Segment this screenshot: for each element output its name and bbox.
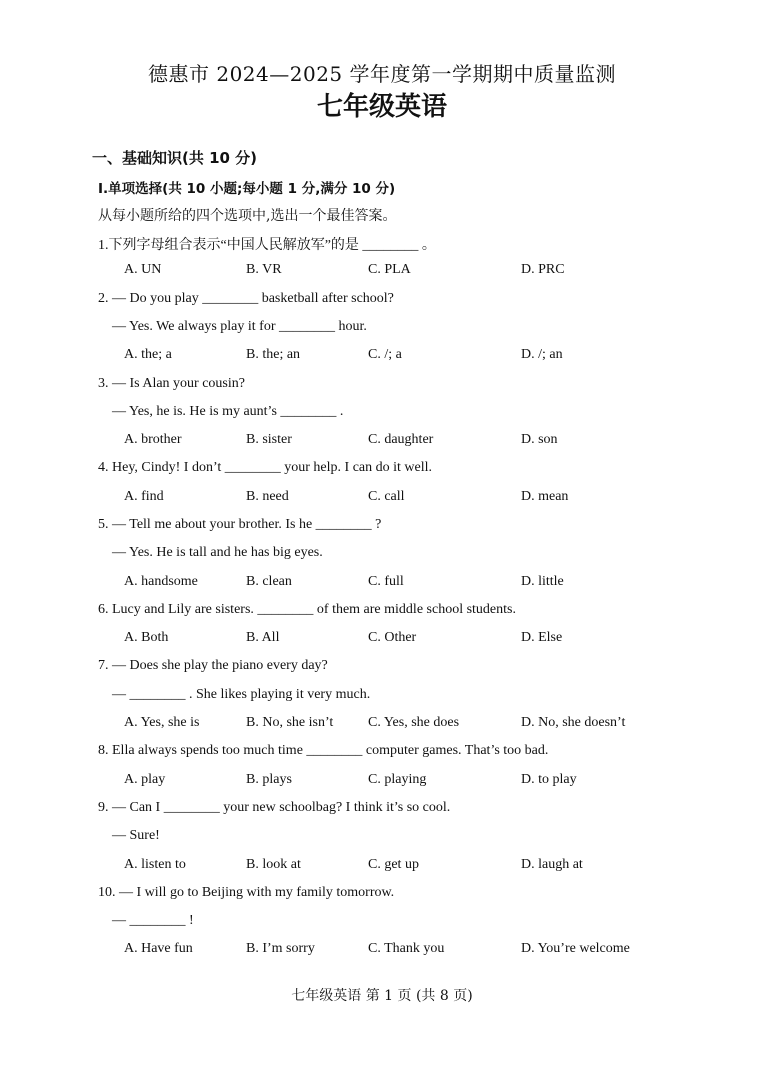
exam-title: 德惠市 2024—2025 学年度第一学期期中质量监测 xyxy=(147,62,616,86)
option-c: C. PLA xyxy=(368,262,411,277)
section-title: 一、基础知识(共 10 分) xyxy=(92,149,258,167)
question-stem: 9. — Can I ________ your new schoolbag? I think it’s so cool. xyxy=(98,800,451,815)
question-dialogue-line: — ________ . She likes playing it very much. xyxy=(112,687,371,702)
option-a: A. Both xyxy=(124,630,169,645)
option-d: D. Else xyxy=(521,630,563,645)
option-b: B. No, she isn’t xyxy=(246,715,334,730)
option-c: C. Other xyxy=(368,630,417,645)
question-options xyxy=(0,715,764,735)
question-stem: 4. Hey, Cindy! I don’t ________ your help. I can do it well. xyxy=(98,460,433,475)
question-options xyxy=(0,489,764,509)
option-b: B. the; an xyxy=(246,347,301,362)
option-d: D. son xyxy=(521,432,558,447)
option-d: D. No, she doesn’t xyxy=(521,715,626,730)
question-stem: 5. — Tell me about your brother. Is he ________ ? xyxy=(98,517,382,532)
question-stem: 10. — I will go to Beijing with my family tomorrow. xyxy=(98,885,395,900)
option-d: D. /; an xyxy=(521,347,563,362)
option-b: B. sister xyxy=(246,432,292,447)
option-c: C. /; a xyxy=(368,347,402,362)
question-options xyxy=(0,857,764,877)
question-dialogue-line: — Sure! xyxy=(112,828,160,843)
option-d: D. little xyxy=(521,574,564,589)
question-stem: 8. Ella always spends too much time ________ computer games. That’s too bad. xyxy=(98,743,549,758)
question-stem: 6. Lucy and Lily are sisters. ________ of them are middle school students. xyxy=(98,602,516,617)
question-stem: 7. — Does she play the piano every day? xyxy=(98,658,328,673)
option-b: B. VR xyxy=(246,262,282,277)
question-dialogue-line: — Yes. We always play it for ________ hour. xyxy=(112,319,367,334)
question-options xyxy=(0,941,764,961)
question-stem: 2. — Do you play ________ basketball after school? xyxy=(98,291,394,306)
question-dialogue-line: — Yes, he is. He is my aunt’s ________ . xyxy=(112,404,344,419)
option-a: A. Have fun xyxy=(124,941,193,956)
option-d: D. laugh at xyxy=(521,857,583,872)
question-options xyxy=(0,347,764,367)
question-options xyxy=(0,262,764,282)
option-d: D. You’re welcome xyxy=(521,941,630,956)
option-c: C. call xyxy=(368,489,405,504)
page-footer: 七年级英语 第 1 页 (共 8 页) xyxy=(291,988,473,1004)
option-a: A. Yes, she is xyxy=(124,715,200,730)
option-a: A. brother xyxy=(124,432,182,447)
question-stem: 3. — Is Alan your cousin? xyxy=(98,376,245,391)
subject-title: 七年级英语 xyxy=(316,92,447,122)
option-a: A. play xyxy=(124,772,166,787)
option-c: C. get up xyxy=(368,857,419,872)
question-options xyxy=(0,432,764,452)
instruction-text: 从每小题所给的四个选项中,选出一个最佳答案。 xyxy=(98,208,397,224)
option-d: D. mean xyxy=(521,489,569,504)
part-title: Ⅰ.单项选择(共 10 小题;每小题 1 分,满分 10 分) xyxy=(98,181,396,197)
option-c: C. playing xyxy=(368,772,427,787)
option-a: A. listen to xyxy=(124,857,186,872)
option-a: A. UN xyxy=(124,262,162,277)
option-c: C. full xyxy=(368,574,404,589)
option-b: B. I’m sorry xyxy=(246,941,315,956)
question-options xyxy=(0,630,764,650)
option-c: C. Thank you xyxy=(368,941,445,956)
option-d: D. PRC xyxy=(521,262,565,277)
option-a: A. find xyxy=(124,489,164,504)
option-a: A. handsome xyxy=(124,574,198,589)
option-c: C. Yes, she does xyxy=(368,715,460,730)
question-options xyxy=(0,574,764,594)
option-b: B. All xyxy=(246,630,280,645)
option-b: B. clean xyxy=(246,574,292,589)
option-d: D. to play xyxy=(521,772,577,787)
option-b: B. plays xyxy=(246,772,292,787)
question-dialogue-line: — ________ ! xyxy=(112,913,194,928)
option-a: A. the; a xyxy=(124,347,172,362)
question-stem: 1.下列字母组合表示“中国人民解放军”的是 ________ 。 xyxy=(98,238,436,253)
option-b: B. look at xyxy=(246,857,301,872)
option-b: B. need xyxy=(246,489,289,504)
question-dialogue-line: — Yes. He is tall and he has big eyes. xyxy=(112,545,323,560)
question-options xyxy=(0,772,764,792)
option-c: C. daughter xyxy=(368,432,434,447)
